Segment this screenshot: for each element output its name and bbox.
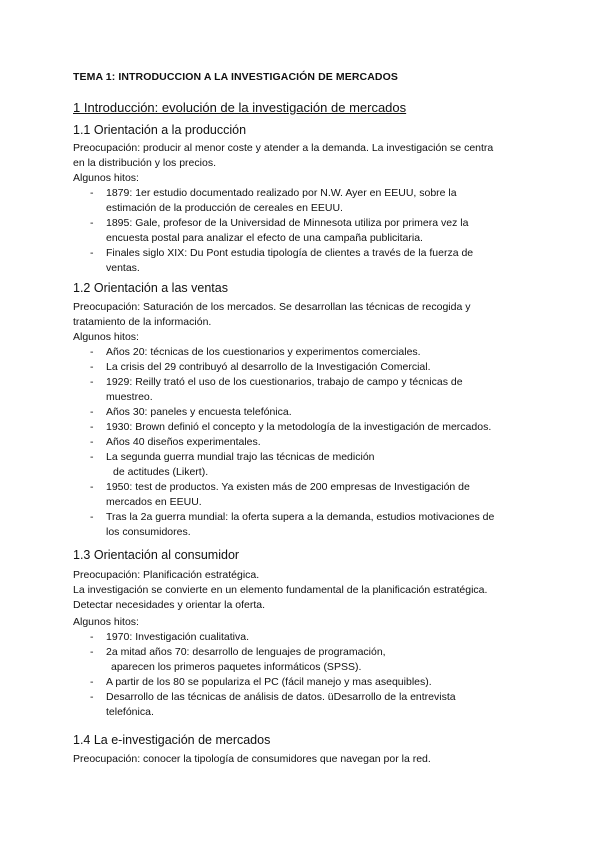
section-1-2-list <box>73 345 533 540</box>
list-item: - Años 30: paneles y encuesta telefónica. <box>73 405 533 420</box>
list-item: - 1950: test de productos. Ya existen más de 200 empresas de Investigación de <box>73 480 533 495</box>
list-item: - 1929: Reilly trató el uso de los cuestionarios, trabajo de campo y técnicas de <box>73 375 533 390</box>
list-item: - La segunda guerra mundial trajo las técnicas de medición <box>73 450 533 465</box>
list-item-continuation: encuesta postal para analizar el efecto de una campaña publicitaria. <box>106 232 423 244</box>
section-1-2-hitos-label: Algunos hitos: <box>73 331 139 343</box>
list-item-continuation: los consumidores. <box>106 526 191 538</box>
section-1-3-paragraph-line-1: Preocupación: Planificación estratégica. <box>73 569 260 581</box>
section-1-heading: 1 Introducción: evolución de la investigación de mercados <box>73 100 407 115</box>
list-item: - 1930: Brown definió el concepto y la metodología de la investigación de mercados. <box>73 420 533 435</box>
list-item: - Finales siglo XIX: Du Pont estudia tipología de clientes a través de la fuerza de <box>73 246 533 261</box>
section-1-3-list <box>73 630 533 720</box>
section-1-4-paragraph: Preocupación: conocer la tipología de consumidores que navegan por la red. <box>73 753 431 765</box>
section-1-3-paragraph-line-3: Detectar necesidades y orientar la oferta. <box>73 599 266 611</box>
section-1-2-paragraph-line-1: Preocupación: Saturación de los mercados. Se desarrollan las técnicas de recogida y <box>73 301 471 313</box>
section-1-4-heading: 1.4 La e-investigación de mercados <box>73 733 271 747</box>
list-item-continuation: ventas. <box>106 262 140 274</box>
list-item-continuation: muestreo. <box>106 391 153 403</box>
section-1-2-heading: 1.2 Orientación a las ventas <box>73 281 228 295</box>
section-1-1-list <box>73 186 533 276</box>
list-item-continuation: de actitudes (Likert). <box>113 466 209 478</box>
list-item-continuation: aparecen los primeros paquetes informáticos (SPSS). <box>111 661 362 673</box>
list-item: - La crisis del 29 contribuyó al desarrollo de la Investigación Comercial. <box>73 360 533 375</box>
list-item: - Años 40 diseños experimentales. <box>73 435 533 450</box>
list-item-continuation: estimación de la producción de cereales en EEUU. <box>106 202 343 214</box>
list-item-continuation: mercados en EEUU. <box>106 496 202 508</box>
document-title: TEMA 1: INTRODUCCION A LA INVESTIGACIÓN DE MERCADOS <box>73 71 398 83</box>
list-item: - A partir de los 80 se populariza el PC (fácil manejo y mas asequibles). <box>73 675 533 690</box>
list-item: - Tras la 2a guerra mundial: la oferta supera a la demanda, estudios motivaciones de <box>73 510 533 525</box>
section-1-3-heading: 1.3 Orientación al consumidor <box>73 548 240 562</box>
section-1-1-paragraph-line-2: en la distribución y los precios. <box>73 157 216 169</box>
section-1-1-hitos-label: Algunos hitos: <box>73 172 139 184</box>
list-item: - 2a mitad años 70: desarrollo de lenguajes de programación, <box>73 645 533 660</box>
section-1-2-paragraph-line-2: tratamiento de la información. <box>73 316 212 328</box>
list-item-continuation: telefónica. <box>106 706 154 718</box>
list-item: - 1895: Gale, profesor de la Universidad de Minnesota utiliza por primera vez la <box>73 216 533 231</box>
list-item: - Años 20: técnicas de los cuestionarios y experimentos comerciales. <box>73 345 533 360</box>
section-1-3-hitos-label: Algunos hitos: <box>73 616 139 628</box>
section-1-1-heading: 1.1 Orientación a la producción <box>73 123 247 137</box>
section-1-3-paragraph-line-2: La investigación se convierte en un elemento fundamental de la planificación estratégica. <box>73 584 488 596</box>
list-item: - 1970: Investigación cualitativa. <box>73 630 533 645</box>
list-item: - Desarrollo de las técnicas de análisis de datos. üDesarrollo de la entrevista <box>73 690 533 705</box>
list-item: - 1879: 1er estudio documentado realizado por N.W. Ayer en EEUU, sobre la <box>73 186 533 201</box>
section-1-1-paragraph-line-1: Preocupación: producir al menor coste y atender a la demanda. La investigación se centra <box>73 142 494 154</box>
